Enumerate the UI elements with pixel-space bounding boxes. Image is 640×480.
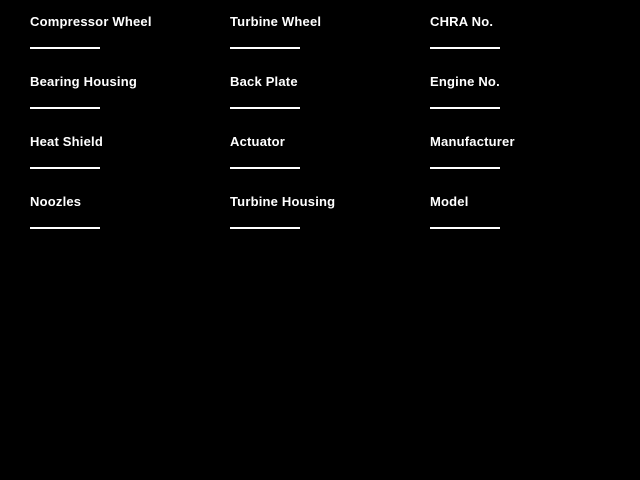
field-label: Noozles <box>30 194 82 209</box>
field-manufacturer <box>430 134 590 184</box>
field-label: Model <box>430 194 469 209</box>
field-value <box>430 151 500 166</box>
field-label: Back Plate <box>230 74 298 89</box>
field-noozles <box>30 194 190 244</box>
field-blank-line[interactable] <box>30 47 100 49</box>
field-engine-no <box>430 74 590 124</box>
field-model <box>430 194 590 244</box>
field-value <box>30 211 100 226</box>
field-blank-line[interactable] <box>230 227 300 229</box>
field-compressor-wheel <box>30 14 190 64</box>
field-blank-line[interactable] <box>30 227 100 229</box>
field-blank-line[interactable] <box>430 47 500 49</box>
field-label: Turbine Housing <box>230 194 336 209</box>
field-value <box>230 151 300 166</box>
field-label: Engine No. <box>430 74 500 89</box>
field-label: Manufacturer <box>430 134 515 149</box>
field-blank-line[interactable] <box>230 167 300 169</box>
field-value <box>230 211 300 226</box>
field-value <box>230 91 300 106</box>
field-back-plate <box>230 74 390 124</box>
field-value <box>30 91 100 106</box>
field-blank-line[interactable] <box>430 167 500 169</box>
field-value <box>30 31 100 46</box>
field-blank-line[interactable] <box>230 47 300 49</box>
field-label: Turbine Wheel <box>230 14 322 29</box>
field-turbine-housing <box>230 194 390 244</box>
field-blank-line[interactable] <box>430 227 500 229</box>
field-heat-shield <box>30 134 190 184</box>
field-blank-line[interactable] <box>230 107 300 109</box>
field-label: CHRA No. <box>430 14 494 29</box>
field-value <box>430 31 500 46</box>
field-turbine-wheel <box>230 14 390 64</box>
field-blank-line[interactable] <box>30 107 100 109</box>
field-value <box>30 151 100 166</box>
field-blank-line[interactable] <box>430 107 500 109</box>
field-bearing-housing <box>30 74 190 124</box>
field-label: Compressor Wheel <box>30 14 152 29</box>
field-value <box>430 211 500 226</box>
field-chra-no <box>430 14 590 64</box>
field-label: Heat Shield <box>30 134 103 149</box>
field-label: Bearing Housing <box>30 74 138 89</box>
field-value <box>230 31 300 46</box>
field-value <box>430 91 500 106</box>
field-actuator <box>230 134 390 184</box>
field-label: Actuator <box>230 134 286 149</box>
field-blank-line[interactable] <box>30 167 100 169</box>
